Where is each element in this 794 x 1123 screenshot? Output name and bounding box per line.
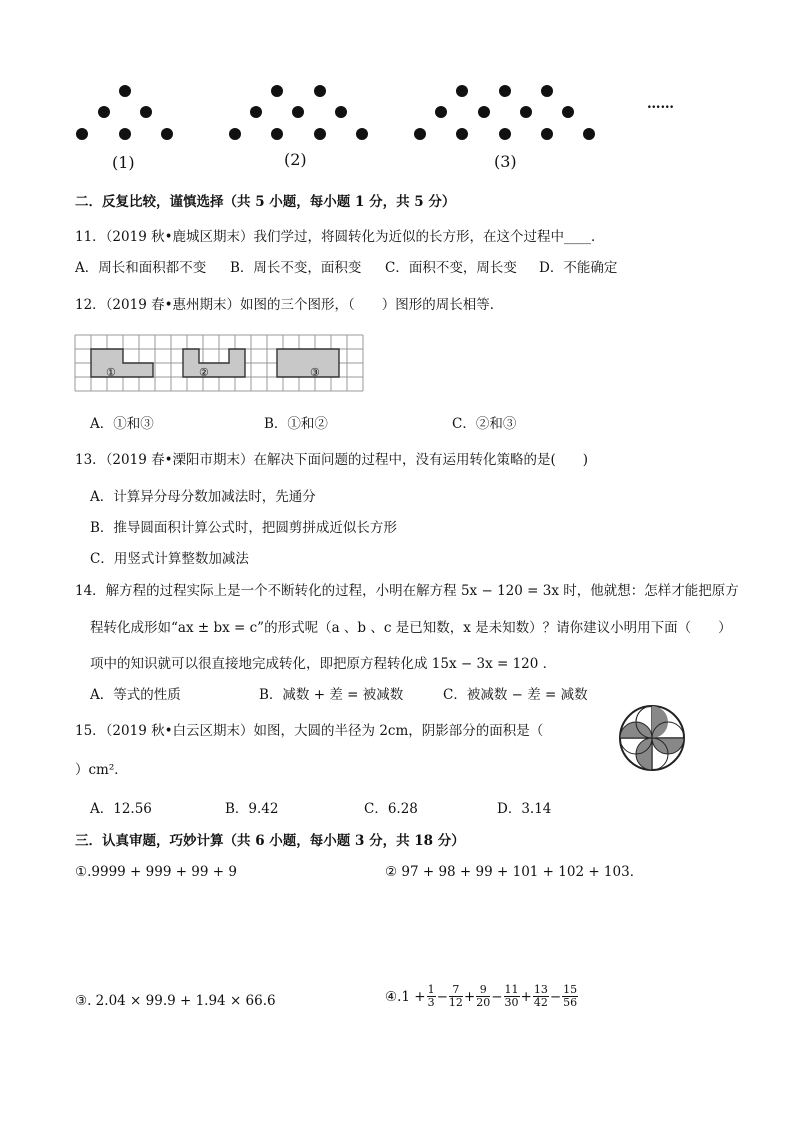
fraction-1-den: 3 — [427, 996, 435, 1009]
q14-line-3: 项中的知识就可以很直接地完成转化，即把原方程转化成 15x − 3x = 120 ． — [90, 656, 557, 672]
q12-option-b: B．①和② — [264, 416, 328, 432]
q15-option-c: C．6.28 — [364, 801, 418, 817]
fraction-1 — [427, 984, 436, 1009]
fraction-4-op: + — [520, 988, 532, 1005]
fraction-3-den: 20 — [476, 996, 491, 1009]
dot-figure-2 — [229, 85, 368, 140]
fraction-1-op: − — [436, 988, 448, 1005]
calc-problem-4-prefix: ④.1 + — [385, 988, 426, 1005]
fraction-5-den: 42 — [533, 996, 548, 1009]
fraction-3-num: 9 — [476, 984, 490, 997]
q11-option-a: A．周长和面积都不变 — [75, 260, 207, 276]
fraction-2-den: 12 — [448, 996, 463, 1009]
q15-option-d: D．3.14 — [497, 801, 552, 817]
fraction-6-den: 56 — [563, 996, 578, 1009]
q15-circle-figure — [617, 703, 687, 773]
figure-label-2: (2) — [284, 150, 307, 169]
ellipsis: …… — [647, 96, 674, 112]
fraction-2 — [449, 984, 463, 1009]
fraction-2-num: 7 — [449, 984, 463, 997]
q13-option-c: C．用竖式计算整数加减法 — [90, 551, 249, 567]
q14-option-b: B．减数 + 差 = 被减数 — [259, 687, 404, 703]
q15-option-b: B．9.42 — [225, 801, 279, 817]
fraction-3-op: − — [491, 988, 503, 1005]
fraction-1-num: 1 — [427, 983, 435, 996]
fraction-5-num: 13 — [533, 983, 548, 996]
dot-figure-3 — [414, 85, 595, 140]
calc-problem-2: ② 97 + 98 + 99 + 101 + 102 + 103． — [385, 864, 644, 880]
q15-line-2: ）cm²． — [75, 762, 128, 778]
q14-line-1: 14．解方程的过程实际上是一个不断转化的过程，小明在解方程 5x − 120 = 3x 时，他就想：怎样才能把原方 — [75, 583, 739, 599]
q15-line-1: 15．（2019 秋•白云区期末）如图，大圆的半径为 2cm，阴影部分的面积是（ — [75, 723, 544, 739]
q15-option-a: A．12.56 — [90, 801, 152, 817]
q12-option-a: A．①和③ — [90, 416, 154, 432]
q12-shape-1 — [91, 349, 153, 377]
fraction-6 — [562, 984, 578, 1009]
figure-label-3: (3) — [494, 152, 517, 171]
calc-problem-3: ③. 2.04 × 99.9 + 1.94 × 66.6 — [75, 993, 276, 1009]
calc-problem-1: ①.9999 + 999 + 99 + 9 — [75, 864, 237, 880]
q11-option-b: B．周长不变，面积变 — [230, 260, 362, 276]
q11-option-c: C．面积不变，周长变 — [385, 260, 517, 276]
q13-option-a: A．计算异分母分数加减法时，先通分 — [90, 489, 316, 505]
q12-grid-figure — [75, 335, 365, 393]
q14-line-2: 程转化成形如“ax ± bx = c”的形式呢（a 、b 、c 是已知数，x 是未知数）？请你建议小明用下面（ ） — [90, 620, 732, 636]
q11-stem: 11．（2019 秋•鹿城区期末）我们学过，将圆转化为近似的长方形，在这个过程中____． — [75, 229, 605, 245]
q12-shape-label-2: ② — [199, 366, 209, 379]
q11-option-d: D．不能确定 — [539, 260, 618, 276]
q12-shape-label-3: ③ — [310, 366, 320, 379]
calc-problem-4 — [385, 984, 579, 1009]
q13-stem: 13．（2019 春•溧阳市期末）在解决下面问题的过程中，没有运用转化策略的是( ) — [75, 452, 589, 468]
fraction-6-num: 15 — [563, 983, 578, 996]
q12-option-c: C．②和③ — [452, 416, 517, 432]
q12-shape-label-1: ① — [106, 366, 116, 379]
fraction-4-den: 30 — [504, 996, 519, 1009]
q12-shape-3 — [277, 349, 339, 377]
fraction-4 — [504, 984, 520, 1009]
section2-heading: 二．反复比较，谨慎选择（共 5 小题，每小题 1 分，共 5 分） — [75, 194, 456, 210]
q13-option-b: B．推导圆面积计算公式时，把圆剪拼成近似长方形 — [90, 520, 397, 536]
q14-option-a: A．等式的性质 — [90, 687, 181, 703]
section3-heading: 三．认真审题，巧妙计算（共 6 小题，每小题 3 分，共 18 分） — [75, 833, 465, 849]
fraction-5-op: − — [549, 988, 562, 1005]
fraction-4-num: 11 — [504, 983, 519, 996]
figure-label-1: (1) — [112, 153, 135, 172]
fraction-5 — [533, 984, 549, 1009]
fraction-3 — [476, 984, 490, 1009]
fraction-2-op: + — [463, 988, 476, 1005]
q12-shape-2 — [183, 349, 245, 377]
q12-stem: 12．（2019 春•惠州期末）如图的三个图形，（ ）图形的周长相等． — [75, 297, 504, 313]
q14-option-c: C．被减数 − 差 = 减数 — [443, 687, 588, 703]
dot-figure-1 — [76, 85, 173, 140]
